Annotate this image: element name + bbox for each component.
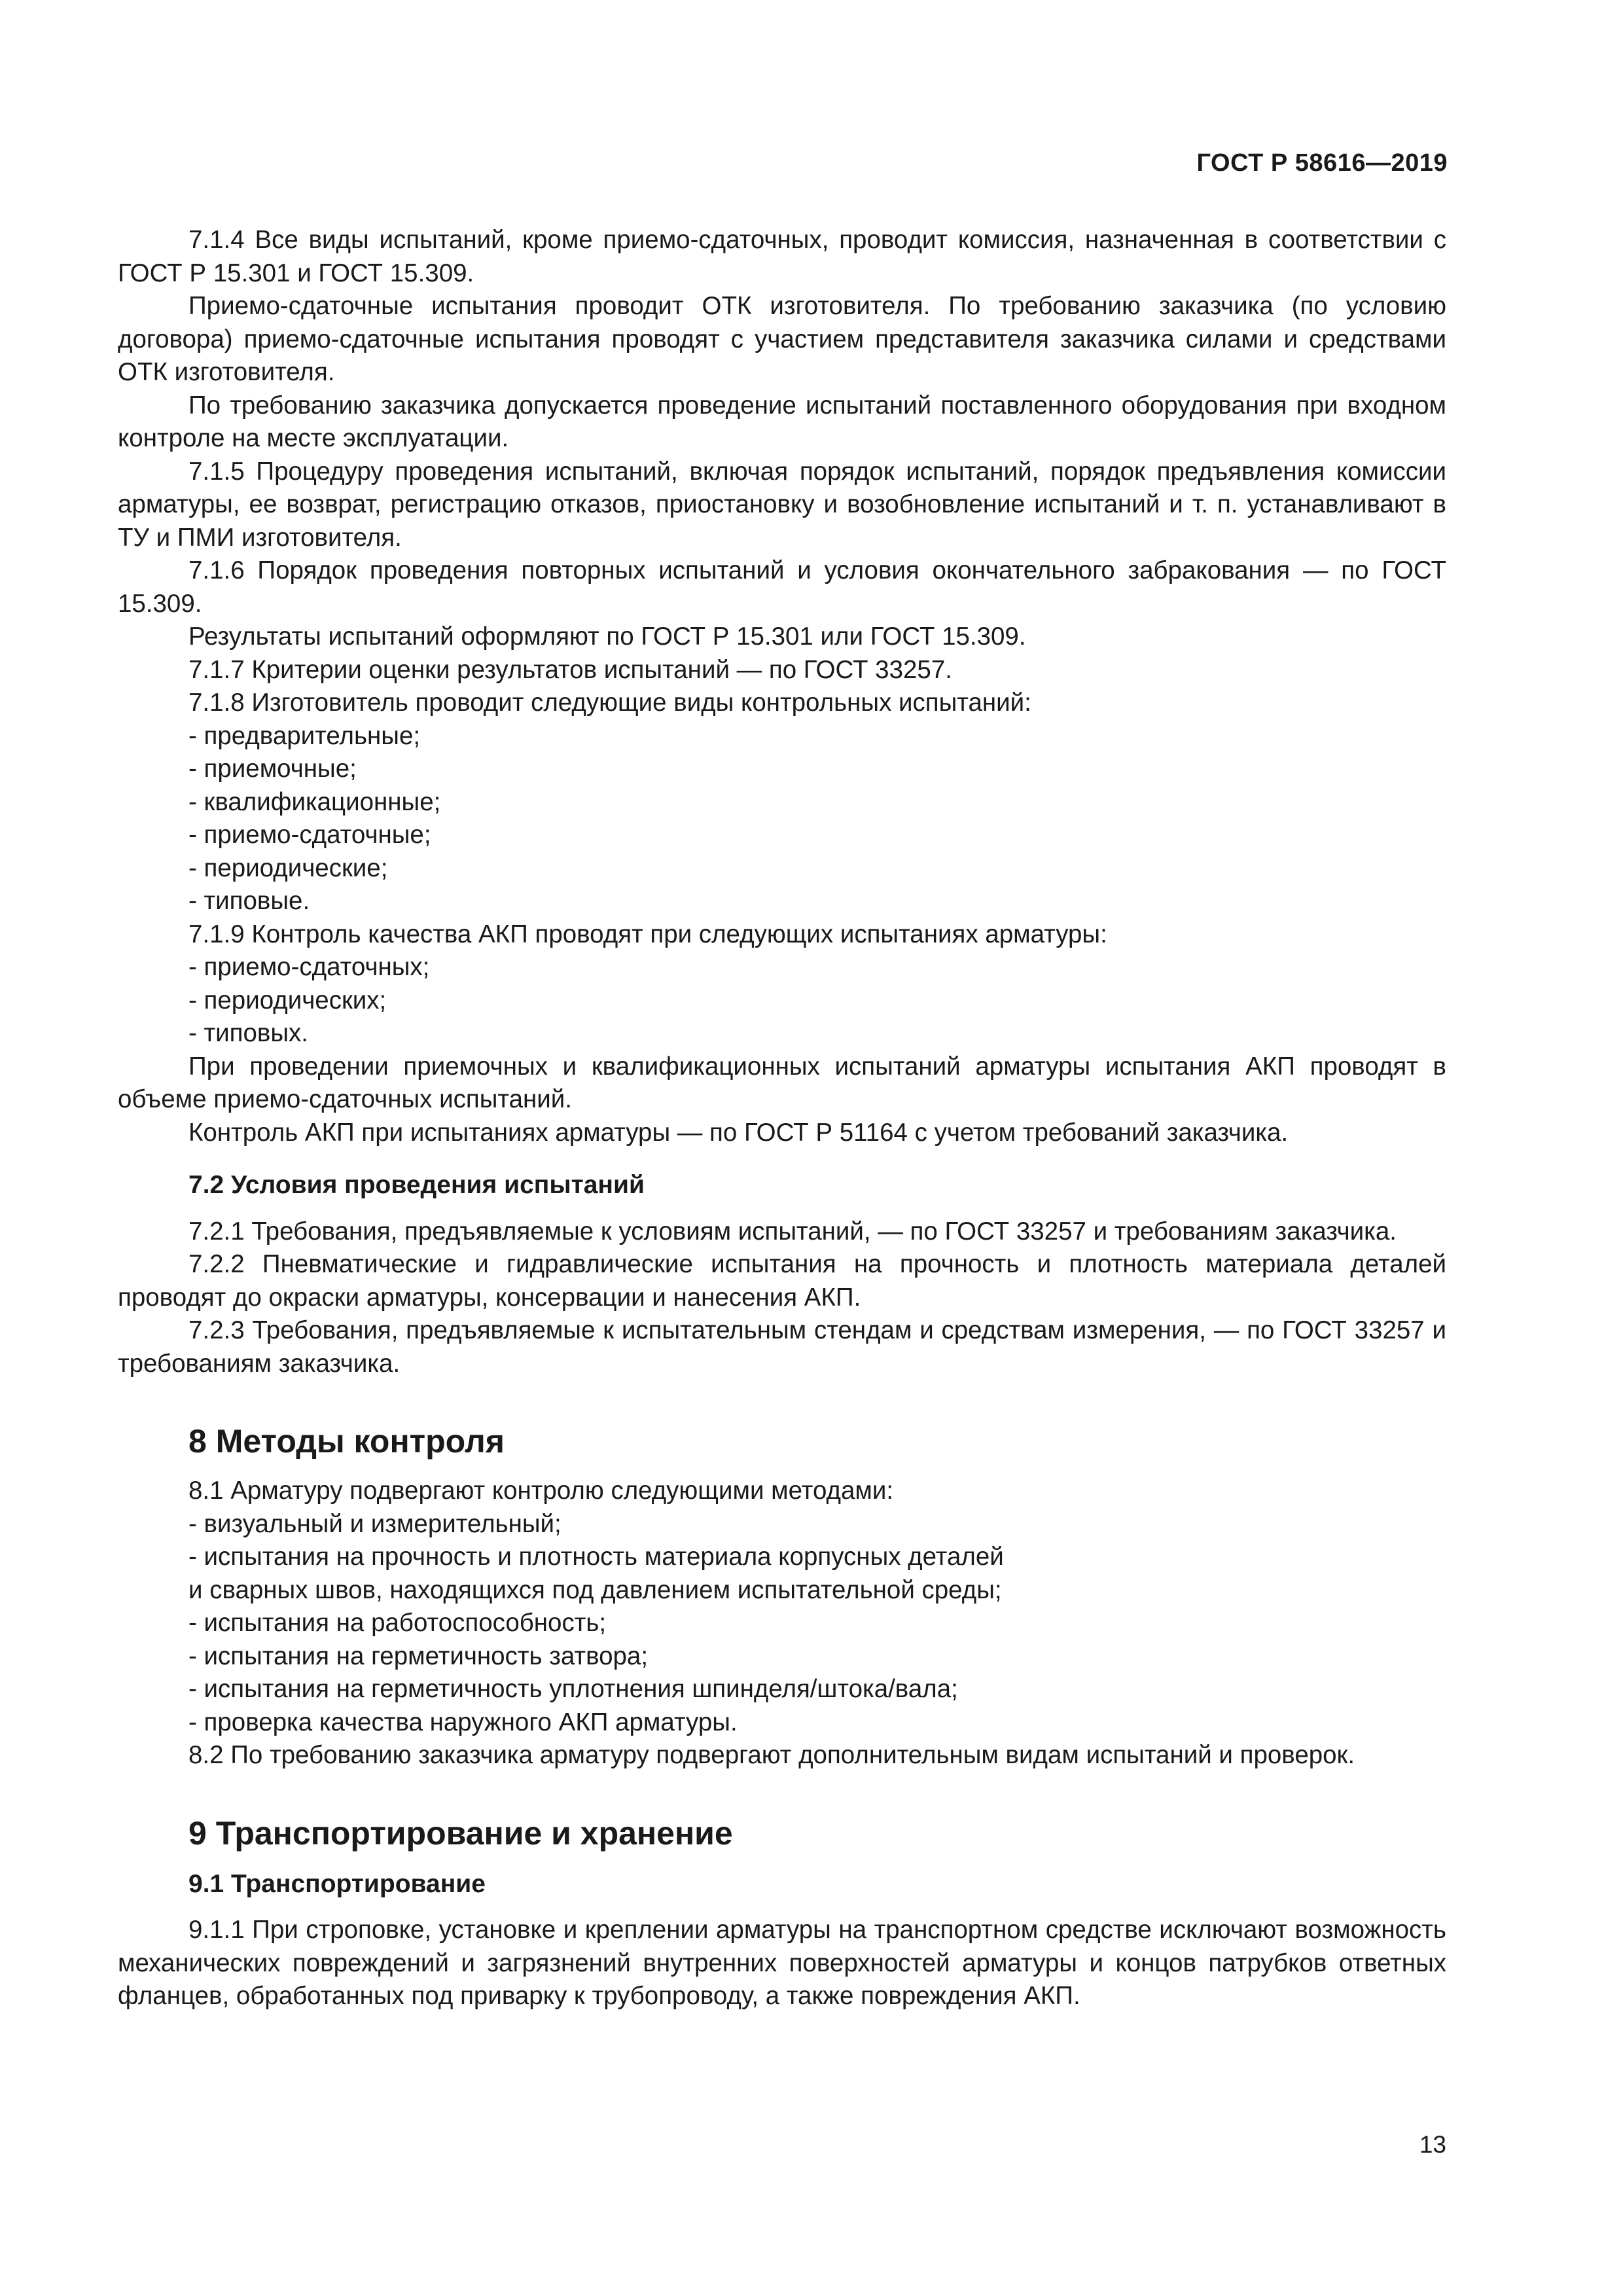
paragraph: 7.2.2 Пневматические и гидравлические испытания на прочность и плотность материала деталей проводят до окраски арматуры, консервации и нанесения АКП. [118, 1250, 1446, 1312]
document-code-header: ГОСТ Р 58616—2019 [1196, 149, 1448, 177]
list-item: - испытания на работоспособность; [188, 1609, 607, 1637]
list-item: - приемочные; [188, 755, 357, 783]
page-number: 13 [1419, 2131, 1446, 2158]
list-item: - испытания на герметичность уплотнения шпинделя/штока/вала; [188, 1675, 958, 1703]
paragraph: 7.1.4 Все виды испытаний, кроме приемо-сдаточных, проводит комиссия, назначенная в соответствии с ГОСТ Р 15.301 и ГОСТ 15.309. [118, 226, 1446, 287]
list-item: - испытания на прочность и плотность материала корпусных деталей [188, 1543, 1004, 1571]
subsection-heading: 9.1 Транспортирование [188, 1869, 486, 1898]
list-item: - проверка качества наружного АКП арматуры. [188, 1708, 738, 1736]
subsection-heading: 7.2 Условия проведения испытаний [188, 1171, 645, 1199]
paragraph: Контроль АКП при испытаниях арматуры — по ГОСТ Р 51164 с учетом требований заказчика. [188, 1118, 1289, 1147]
paragraph: 8.2 По требованию заказчика арматуру подвергают дополнительным видам испытаний и проверок. [188, 1741, 1355, 1769]
list-item: - периодических; [188, 986, 387, 1014]
list-item: - типовые. [188, 887, 310, 915]
list-item: - периодические; [188, 853, 388, 882]
paragraph: При проведении приемочных и квалификационных испытаний арматуры испытания АКП проводят в объеме приемо-сдаточных испытаний. [118, 1052, 1446, 1113]
section-heading: 8 Методы контроля [188, 1423, 505, 1460]
list-item: - предварительные; [188, 721, 421, 750]
list-item: - визуальный и измерительный; [188, 1509, 562, 1538]
document-body [118, 224, 1446, 2013]
list-item-continuation: и сварных швов, находящихся под давлением испытательной среды; [188, 1575, 1002, 1604]
paragraph: Приемо-сдаточные испытания проводит ОТК изготовителя. По требованию заказчика (по условию договора) приемо-сдаточные испытания проводят с участием представителя заказчика силами и средствами ОТК изготовителя. [118, 292, 1446, 386]
paragraph: 7.2.1 Требования, предъявляемые к условиям испытаний, — по ГОСТ 33257 и требованиям заказчика. [188, 1217, 1397, 1246]
section-heading: 9 Транспортирование и хранение [188, 1814, 733, 1852]
paragraph: 7.1.7 Критерии оценки результатов испытаний — по ГОСТ 33257. [188, 655, 952, 684]
paragraph: 8.1 Арматуру подвергают контролю следующими методами: [188, 1477, 894, 1505]
paragraph: Результаты испытаний оформляют по ГОСТ Р 15.301 или ГОСТ 15.309. [188, 622, 1026, 651]
list-item: - квалификационные; [188, 787, 441, 816]
paragraph: 7.2.3 Требования, предъявляемые к испытательным стендам и средствам измерения, — по ГОСТ 33257 и требованиям заказчика. [118, 1316, 1446, 1378]
paragraph: 7.1.9 Контроль качества АКП проводят при следующих испытаниях арматуры: [188, 920, 1107, 948]
list-item: - приемо-сдаточные; [188, 821, 431, 849]
paragraph: 7.1.8 Изготовитель проводит следующие виды контрольных испытаний: [188, 689, 1031, 717]
list-item: - испытания на герметичность затвора; [188, 1641, 649, 1670]
list-item: - приемо-сдаточных; [188, 953, 430, 981]
paragraph: 9.1.1 При строповке, установке и креплении арматуры на транспортном средстве исключают возможность механических повреждений и загрязнений внутренних поверхностей арматуры и концов патрубков ответных фланцев, обработанных под приварку к трубопроводу, а также повреждения АКП. [118, 1916, 1446, 2010]
paragraph: 7.1.5 Процедуру проведения испытаний, включая порядок испытаний, порядок предъявления комиссии арматуры, ее возврат, регистрацию отказов, приостановку и возобновление испытаний и т. п. устанавливают в ТУ и ПМИ изготовителя. [118, 457, 1446, 552]
paragraph: По требованию заказчика допускается проведение испытаний поставленного оборудования при входном контроле на месте эксплуатации. [118, 391, 1446, 452]
paragraph: 7.1.6 Порядок проведения повторных испытаний и условия окончательного забракования — по ГОСТ 15.309. [118, 556, 1446, 618]
list-item: - типовых. [188, 1019, 308, 1047]
